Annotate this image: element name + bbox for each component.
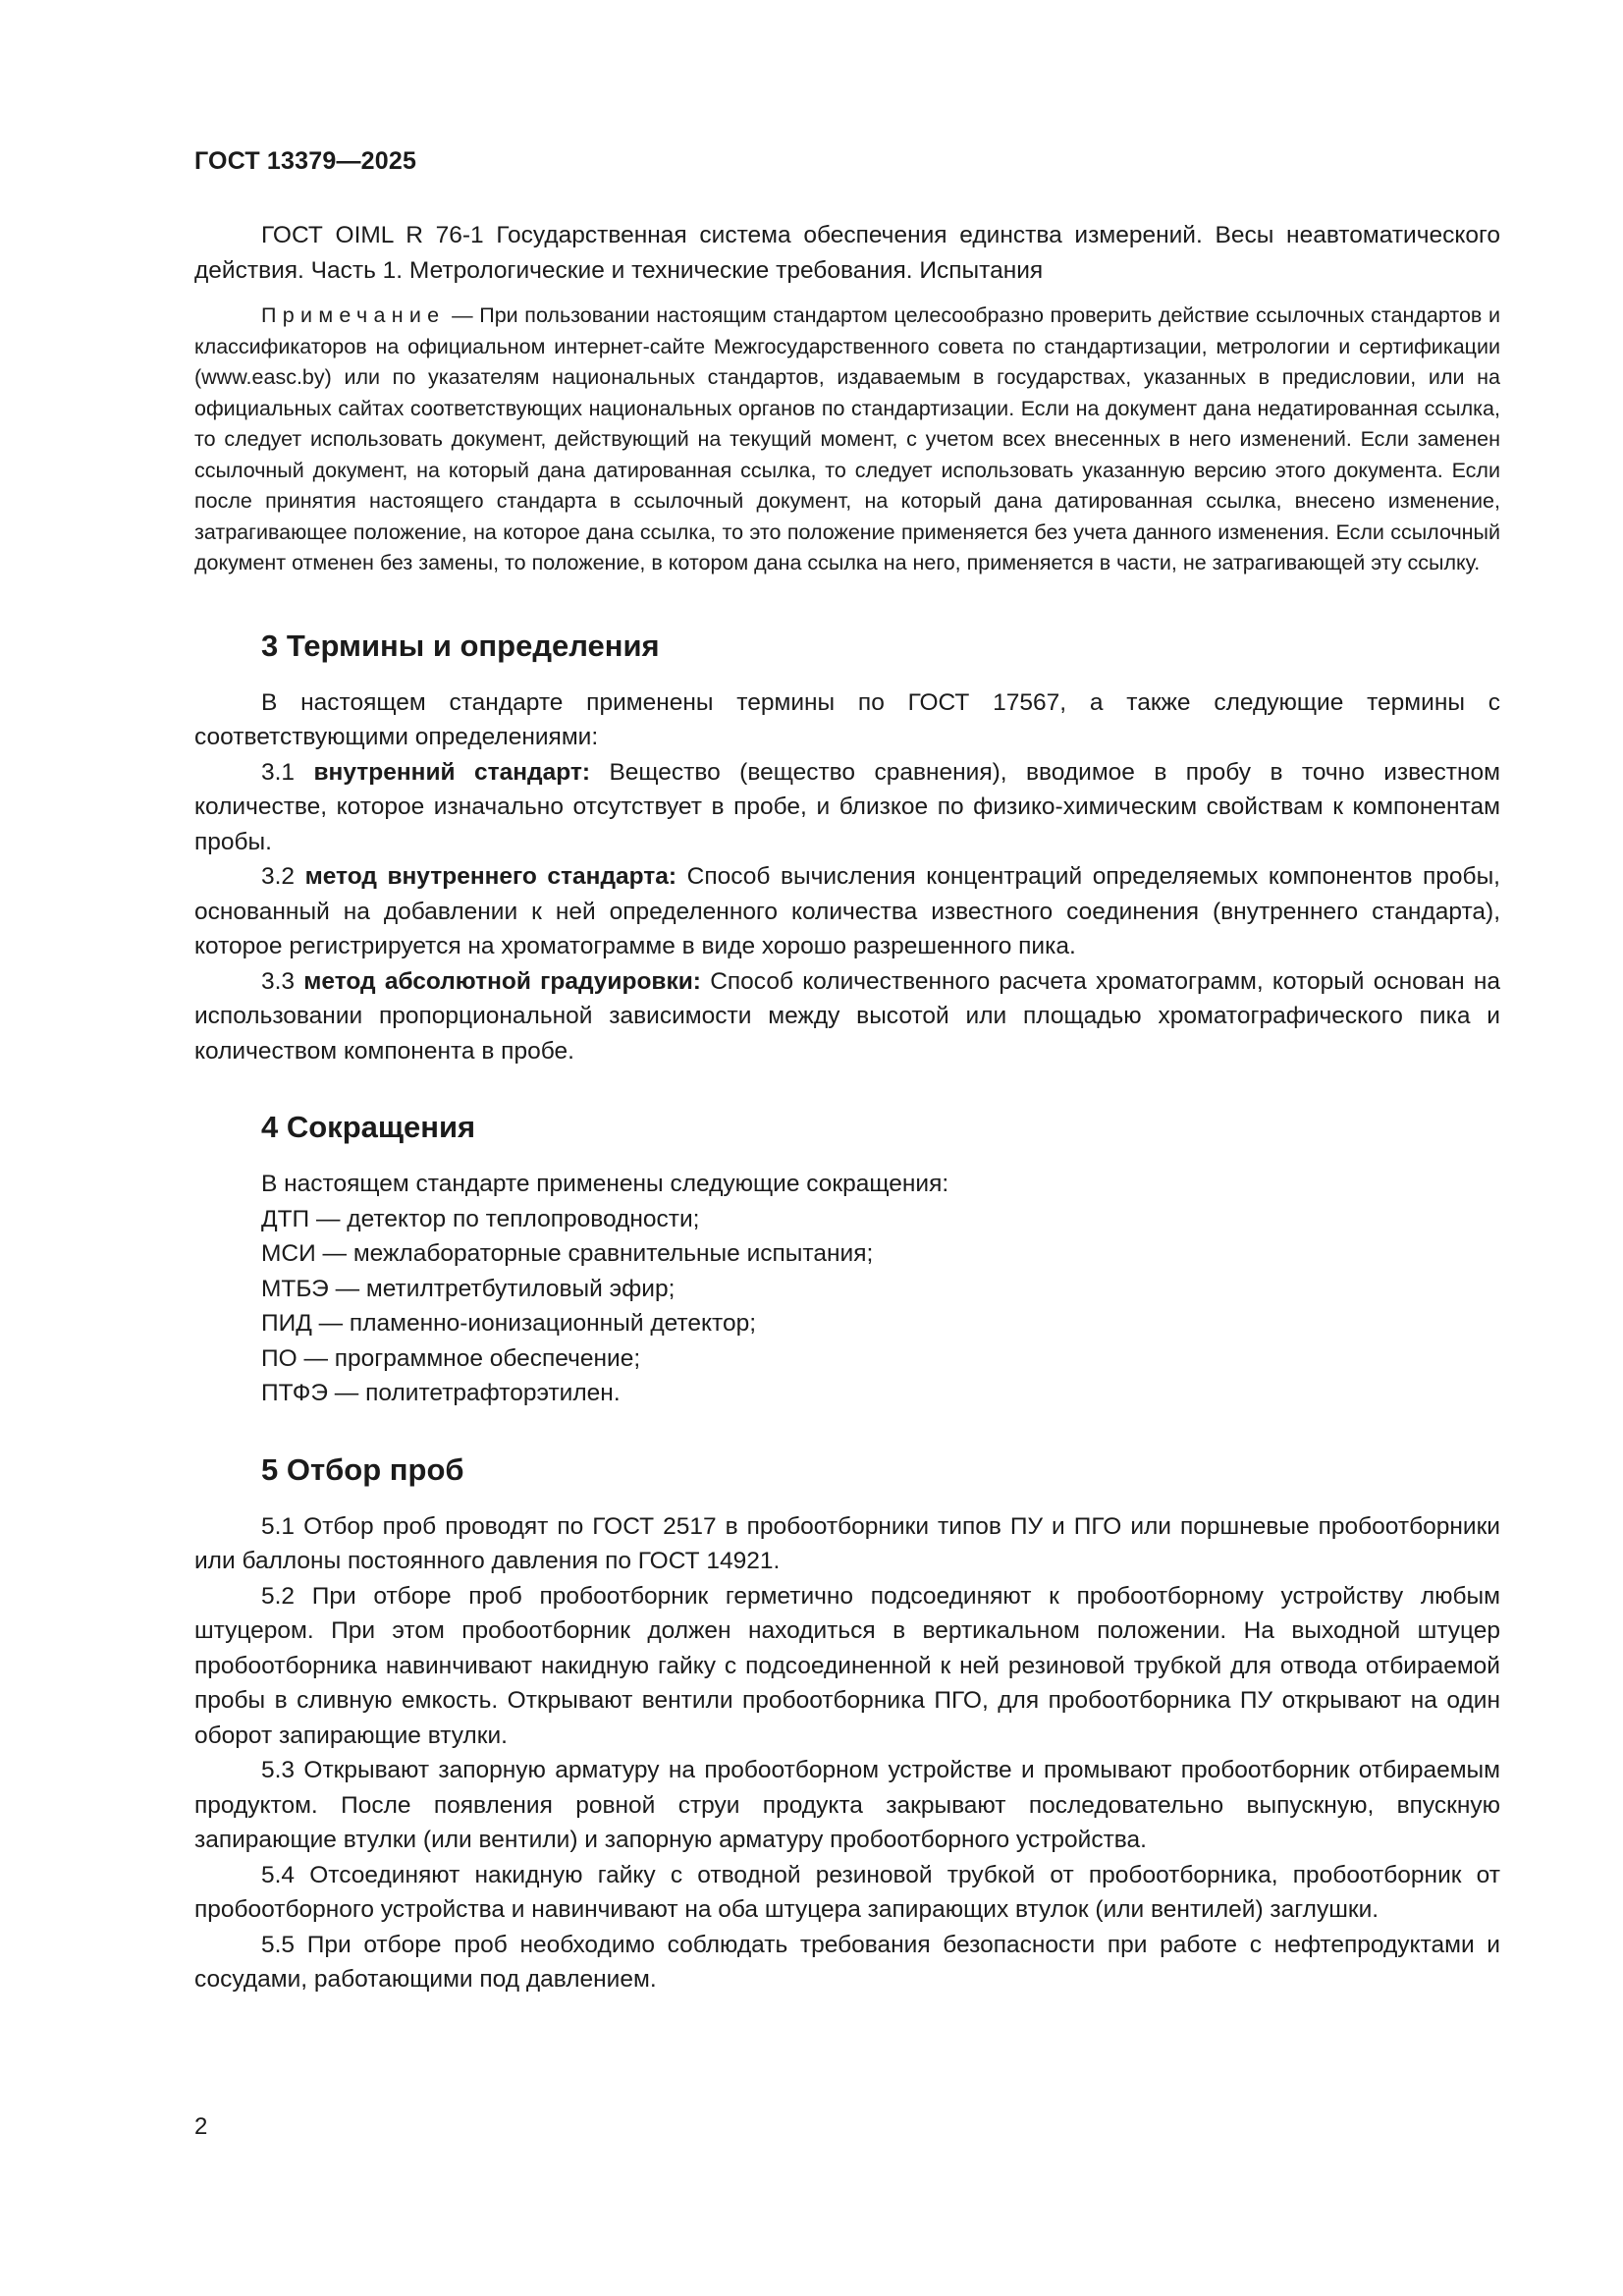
section-4-intro: В настоящем стандарте применены следующие сокращения: xyxy=(261,1171,949,1197)
abbreviation-item: ДТП — детектор по теплопроводности; xyxy=(261,1205,700,1232)
section-5-heading: 5 Отбор проб xyxy=(261,1451,464,1487)
term-definition: Вещество (вещество сравнения), вводимое в пробу в точно известном количестве, которое изначально отсутствует в пробе, и близкое по физико-химическим свойствам к компонентам пробы. xyxy=(194,758,1500,855)
clause-5-5: 5.5 При отборе проб необходимо соблюдать требования безопасности при работе с нефтепродуктами и сосудами, работающими под давлением. xyxy=(194,1931,1500,1993)
document-header: ГОСТ 13379—2025 xyxy=(194,147,417,175)
section-3-intro: В настоящем стандарте применены термины по ГОСТ 17567, а также следующие термины с соответствующими определениями: xyxy=(194,688,1500,750)
section-3-heading: 3 Термины и определения xyxy=(261,628,660,663)
term-definition: Способ вычисления концентраций определяемых компонентов пробы, основанный на добавлении к ней определенного количества известного соединения (внутреннего стандарта), которое регистрируется на хроматограмме в виде хорошо разрешенного пика. xyxy=(194,863,1500,959)
reference-oiml: ГОСТ OIML R 76-1 Государственная система обеспечения единства измерений. Весы неавтоматического действия. Часть 1. Метрологические и технические требования. Испытания xyxy=(194,222,1500,284)
term-3-2 xyxy=(194,859,1500,964)
note-text: — При пользовании настоящим стандартом целесообразно проверить действие ссылочных стандартов и классификаторов на официальном интернет-сайте Межгосударственного совета по стандартизации, метрологии и сертификации (www.easc.by) или по указателям национальных стандартов, издаваемым в государствах, указанных в предисловии, или на официальных сайтах соответствующих национальных органов по стандартизации. Если на документ дана недатированная ссылка, то следует использовать документ, действующий на текущий момент, с учетом всех внесенных в него изменений. Если заменен ссылочный документ, на который дана датированная ссылка, то следует использовать указанную версию этого документа. Если после принятия настоящего стандарта в ссылочный документ, на который дана датированная ссылка, внесено изменение, затрагивающее положение, на которое дана ссылка, то это положение применяется без учета данного изменения. Если ссылочный документ отменен без замены, то положение, в котором дана ссылка на него, применяется в части, не затрагивающей эту ссылку. xyxy=(194,303,1500,574)
page-number: 2 xyxy=(194,2113,208,2140)
abbreviation-item: МТБЭ — метилтретбутиловый эфир; xyxy=(261,1275,676,1302)
term-name: метод абсолютной градуировки: xyxy=(303,967,701,995)
term-3-3 xyxy=(194,964,1500,1069)
abbreviation-item: МСИ — межлабораторные сравнительные испытания; xyxy=(261,1240,874,1267)
term-name: внутренний стандарт: xyxy=(313,758,591,786)
section-4-heading: 4 Сокращения xyxy=(261,1110,476,1144)
term-3-1 xyxy=(194,755,1500,860)
term-number: 3.3 xyxy=(261,967,296,995)
note-label: Примечание xyxy=(261,303,446,327)
term-definition: Способ количественного расчета хроматограмм, который основан на использовании пропорциональной зависимости между высотой или площадью хроматографического пика и количеством компонента в пробе. xyxy=(194,967,1501,1065)
term-number: 3.1 xyxy=(261,758,296,786)
clause-5-1: 5.1 Отбор проб проводят по ГОСТ 2517 в пробоотборники типов ПУ и ПГО или поршневые пробоотборники или баллоны постоянного давления по ГОСТ 14921. xyxy=(194,1512,1500,1574)
clause-5-4: 5.4 Отсоединяют накидную гайку с отводной резиновой трубкой от пробоотборника, пробоотборник от пробоотборного устройства и навинчивают на оба штуцера запирающих втулок (или вентилей) заглушки. xyxy=(194,1861,1500,1923)
abbreviation-item: ПО — программное обеспечение; xyxy=(261,1344,641,1372)
note-paragraph xyxy=(194,301,1500,579)
term-name: метод внутреннего стандарта: xyxy=(304,863,677,890)
abbreviation-item: ПТФЭ — политетрафторэтилен. xyxy=(261,1380,621,1406)
clause-5-2: 5.2 При отборе проб пробоотборник герметично подсоединяют к пробоотборному устройству любым штуцером. При этом пробоотборник должен находиться в вертикальном положении. На выходной штуцер пробоотборника навинчивают накидную гайку с подсоединенной к ней резиновой трубкой для отвода отбираемой пробы в сливную емкость. Открывают вентили пробоотборника ПГО, для пробоотборника ПУ открывают на один оборот запирающие втулки. xyxy=(194,1582,1500,1749)
abbreviation-item: ПИД — пламенно-ионизационный детектор; xyxy=(261,1310,756,1337)
clause-5-3: 5.3 Открывают запорную арматуру на пробоотборном устройстве и промывают пробоотборник отбираемым продуктом. После появления ровной струи продукта закрывают последовательно выпускную, впускную запирающие втулки (или вентили) и запорную арматуру пробоотборного устройства. xyxy=(194,1757,1500,1853)
document-body xyxy=(194,218,1500,1997)
term-number: 3.2 xyxy=(261,863,296,890)
